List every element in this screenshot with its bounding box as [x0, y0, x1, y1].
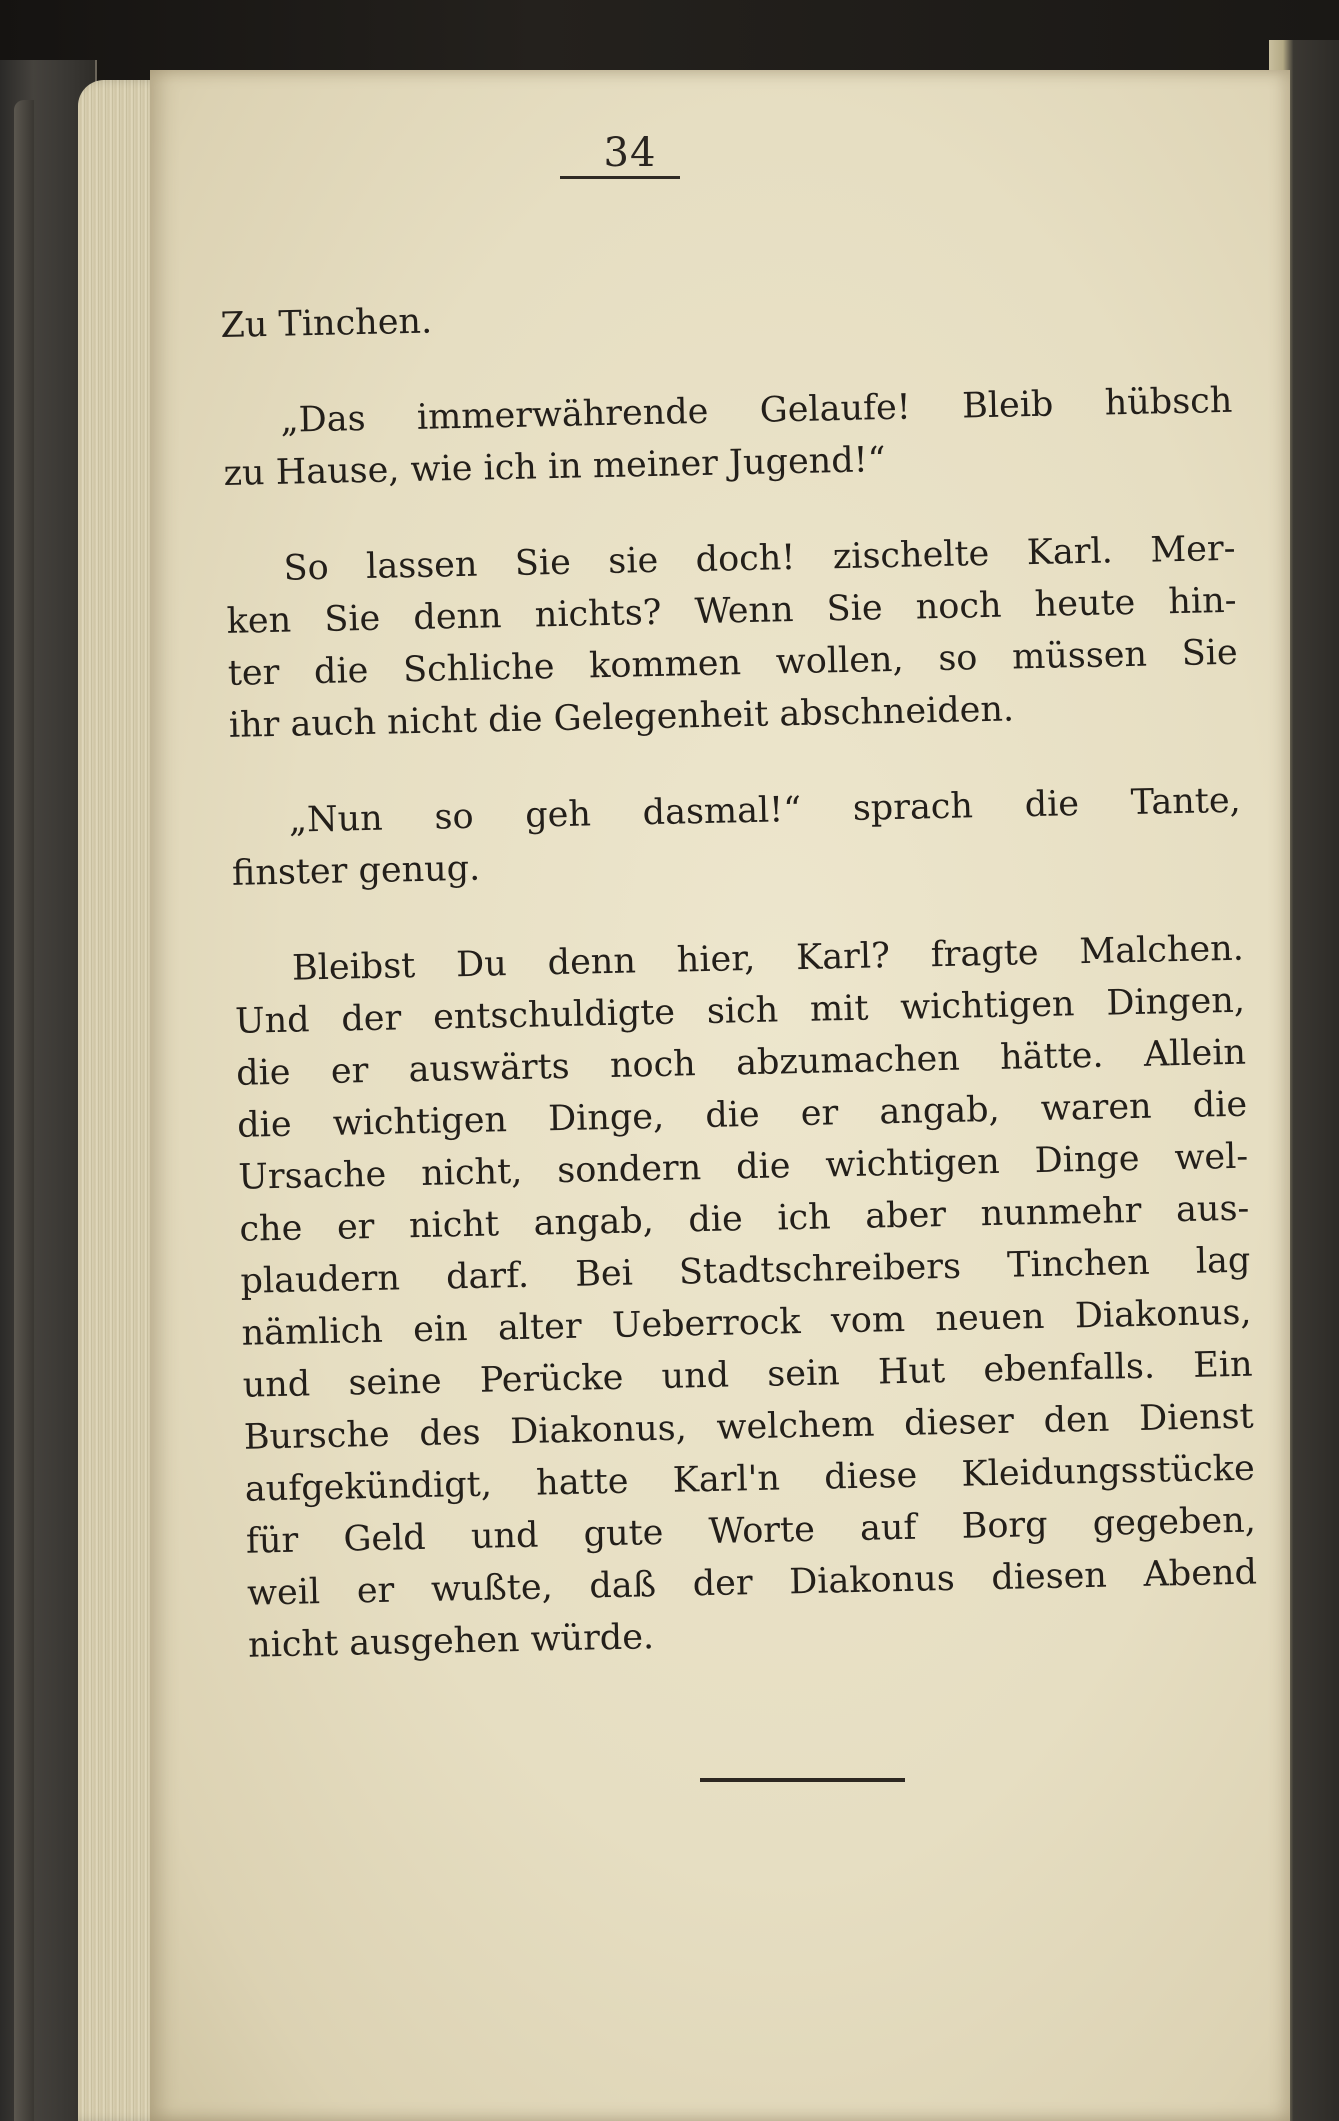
text-line: Und der entschuldigte sich mit wichtigen Dingen, — [234, 980, 1246, 1042]
text-line: plaudern darf. Bei Stadtschreibers Tinchen lag — [240, 1240, 1251, 1302]
text-line: finster genug. — [231, 848, 481, 894]
section-end-rule — [700, 1778, 905, 1782]
cover-edge — [14, 100, 34, 2121]
page-number: 34 — [603, 130, 657, 176]
text-line: So lassen Sie sie doch! zischelte Karl. Mer- — [283, 528, 1236, 589]
text-line: ken Sie denn nichts? Wenn Sie noch heute hin- — [226, 580, 1237, 642]
text-line: Ursache nicht, sondern die wichtigen Dinge wel- — [237, 1136, 1249, 1198]
page-number-underline — [560, 176, 680, 179]
text-line: die wichtigen Dinge, die er angab, waren die — [236, 1084, 1248, 1146]
page-text — [220, 279, 1259, 1672]
text-line: weil er wußte, daß der Diakonus diesen Abend — [246, 1552, 1258, 1614]
text-line: zu Hause, wie ich in meiner Jugend!“ — [223, 440, 886, 494]
text-line: ihr auch nicht die Gelegenheit abschneiden. — [228, 689, 1015, 746]
text-line: nicht ausgehen würde. — [247, 1617, 655, 1666]
text-line: nämlich ein alter Ueberrock vom neuen Diakonus, — [241, 1292, 1252, 1354]
text-line: Zu Tinchen. — [220, 301, 433, 346]
text-line: aufgekündigt, hatte Karl'n diese Kleidungsstücke — [244, 1448, 1256, 1510]
text-line: und seine Perücke und sein Hut ebenfalls. Ein — [242, 1344, 1253, 1406]
text-line: „Das immerwährende Gelaufe! Bleib hübsch — [280, 380, 1233, 441]
text-line: che er nicht angab, die ich aber nunmehr aus- — [239, 1188, 1250, 1250]
text-line: Bursche des Diakonus, welchem dieser den Dienst — [243, 1396, 1255, 1458]
text-line: „Nun so geh dasmal!“ sprach die Tante, — [288, 780, 1242, 841]
text-line: für Geld und gute Worte auf Borg gegeben, — [245, 1500, 1257, 1562]
text-line: Bleibst Du denn hier, Karl? fragte Malchen. — [291, 928, 1245, 989]
text-line: ter die Schliche kommen wollen, so müssen Sie — [227, 632, 1239, 694]
text-line: die er auswärts noch abzumachen hätte. Allein — [235, 1032, 1247, 1094]
